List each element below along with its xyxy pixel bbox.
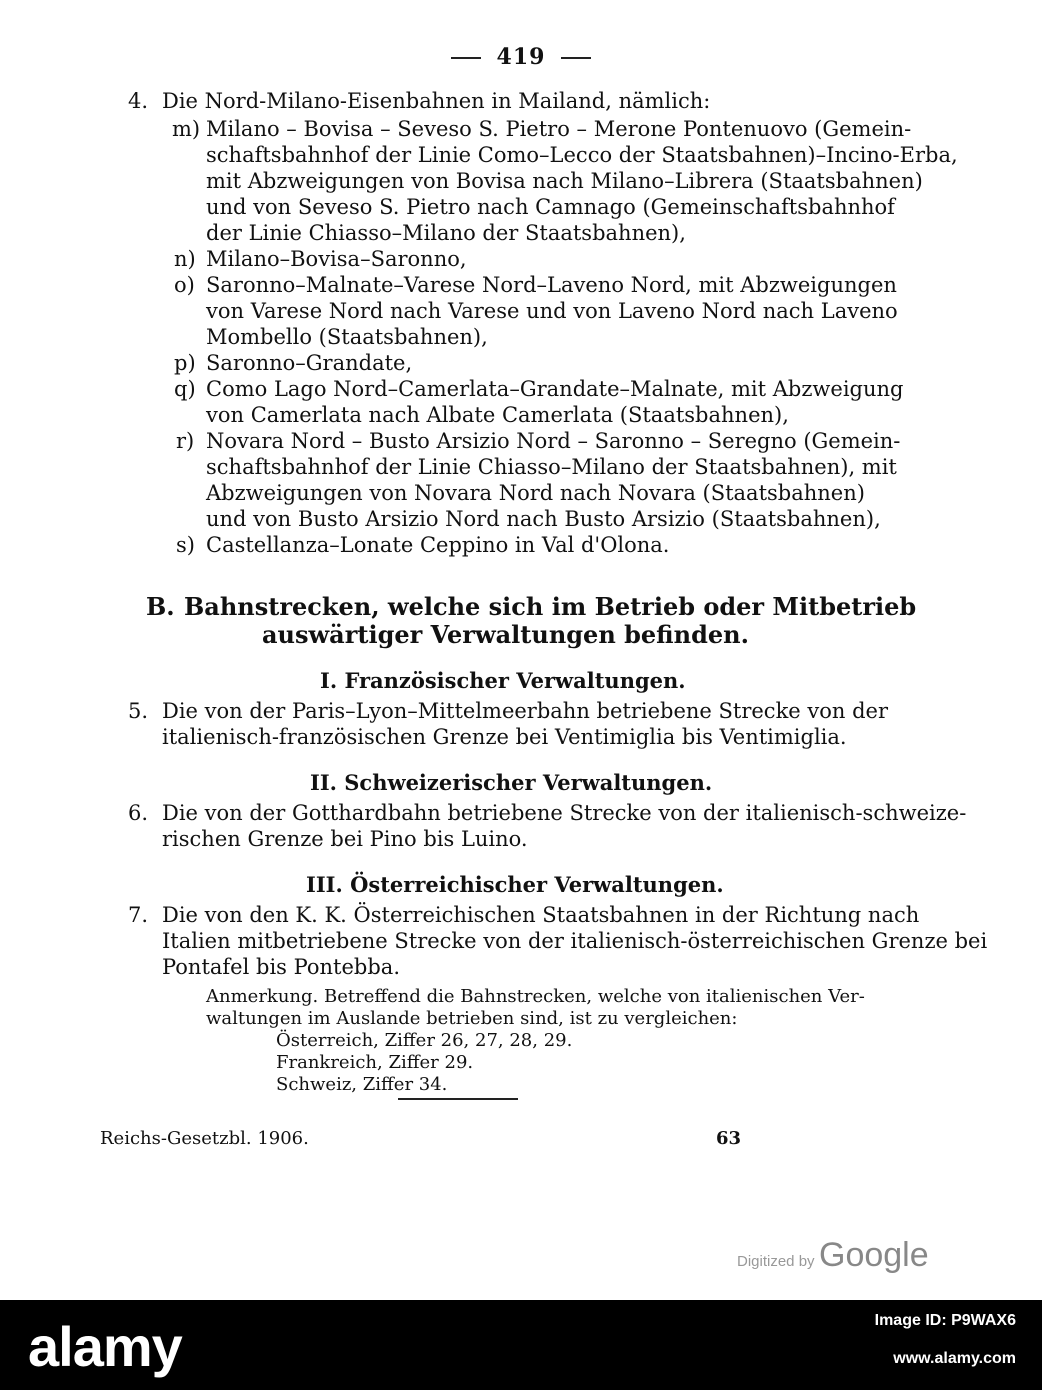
subitem-q-label: q) [174,377,196,401]
subitem-o-line: Mombello (Staatsbahnen), [206,325,488,349]
subitem-o-label: o) [174,273,195,297]
subitem-m-line: mit Abzweigungen von Bovisa nach Milano–Librera (Staatsbahnen) [206,169,923,193]
item-7-line: Italien mitbetriebene Strecke von der italienisch-österreichischen Grenze bei [162,929,988,953]
subitem-o-line: Saronno–Malnate–Varese Nord–Laveno Nord, mit Abzweigungen [206,273,897,297]
item-7-line: Pontafel bis Pontebba. [162,955,401,979]
subitem-n-line: Milano–Bovisa–Saronno, [206,247,467,271]
digitized-by-google: Digitized by Google [737,1236,929,1274]
subitem-m-line: schaftsbahnhof der Linie Como–Lecco der Staatsbahnen)–Incino-Erba, [206,143,958,167]
subitem-q-line: Como Lago Nord–Camerlata–Grandate–Malnate, mit Abzweigung [206,377,904,401]
item-6-line: Die von der Gotthardbahn betriebene Strecke von der italienisch-schweize- [162,801,967,825]
subitem-s-line: Castellanza–Lonate Ceppino in Val d'Olona. [206,533,670,557]
item-7-line: Die von den K. K. Österreichischen Staatsbahnen in der Richtung nach [162,903,920,927]
watermark-bar [0,1300,1042,1390]
subitem-r-line: und von Busto Arsizio Nord nach Busto Arsizio (Staatsbahnen), [206,507,881,531]
footer-publication: Reichs-Gesetzbl. 1906. [100,1128,309,1149]
subitem-r-line: Novara Nord – Busto Arsizio Nord – Saronno – Seregno (Gemein- [206,429,901,453]
subheading-swiss: II. Schweizerischer Verwaltungen. [310,770,713,795]
footer-sheet-number: 63 [716,1128,742,1149]
note-line: Frankreich, Ziffer 29. [276,1052,474,1073]
note-line: Österreich, Ziffer 26, 27, 28, 29. [276,1030,573,1051]
subitem-r-line: schaftsbahnhof der Linie Chiasso–Milano der Staatsbahnen), mit [206,455,897,479]
subitem-m-line: der Linie Chiasso–Milano der Staatsbahnen), [206,221,686,245]
subitem-p-label: p) [174,351,196,375]
subitem-s-label: s) [176,533,195,557]
note-line: waltungen im Auslande betrieben sind, ist zu vergleichen: [206,1008,738,1029]
subitem-q-line: von Camerlata nach Albate Camerlata (Staatsbahnen), [206,403,789,427]
alamy-logo: alamy [28,1315,182,1378]
item-5-line: Die von der Paris–Lyon–Mittelmeerbahn betriebene Strecke von der [162,699,889,723]
image-id: Image ID: P9WAX6 [874,1312,1016,1329]
section-b-heading: Bahnstrecken, welche sich im Betrieb oder Mitbetrieb [184,592,917,621]
subitem-p-line: Saronno–Grandate, [206,351,413,375]
subitem-n-label: n) [174,247,196,271]
section-b-heading: auswärtiger Verwaltungen befinden. [262,620,749,649]
section-b-letter: B. [146,592,175,621]
item-5-number: 5. [128,699,149,723]
site-url: www.alamy.com [893,1350,1016,1367]
note-line: Schweiz, Ziffer 34. [276,1074,448,1095]
item-5-line: italienisch-französischen Grenze bei Ventimiglia bis Ventimiglia. [162,725,847,749]
item-6-line: rischen Grenze bei Pino bis Luino. [162,827,528,851]
subheading-french: I. Französischer Verwaltungen. [320,668,686,693]
subitem-r-label: r) [176,429,195,453]
subitem-m-line: Milano – Bovisa – Seveso S. Pietro – Merone Pontenuovo (Gemein- [206,117,912,141]
section-divider [398,1098,518,1100]
item-6-number: 6. [128,801,149,825]
subitem-m-line: und von Seveso S. Pietro nach Camnago (Gemeinschaftsbahnhof [206,195,895,219]
subheading-austrian: III. Österreichischer Verwaltungen. [306,872,724,897]
subitem-o-line: von Varese Nord nach Varese und von Laveno Nord nach Laveno [206,299,898,323]
item-4-number: 4. [128,89,149,113]
note-line: Anmerkung. Betreffend die Bahnstrecken, welche von italienischen Ver- [206,986,865,1007]
subitem-m-label: m) [172,117,201,141]
item-7-number: 7. [128,903,149,927]
subitem-r-line: Abzweigungen von Novara Nord nach Novara (Staatsbahnen) [206,481,865,505]
item-4-intro: Die Nord-Milano-Eisenbahnen in Mailand, nämlich: [162,89,711,113]
page-number: 419 [0,44,1042,70]
